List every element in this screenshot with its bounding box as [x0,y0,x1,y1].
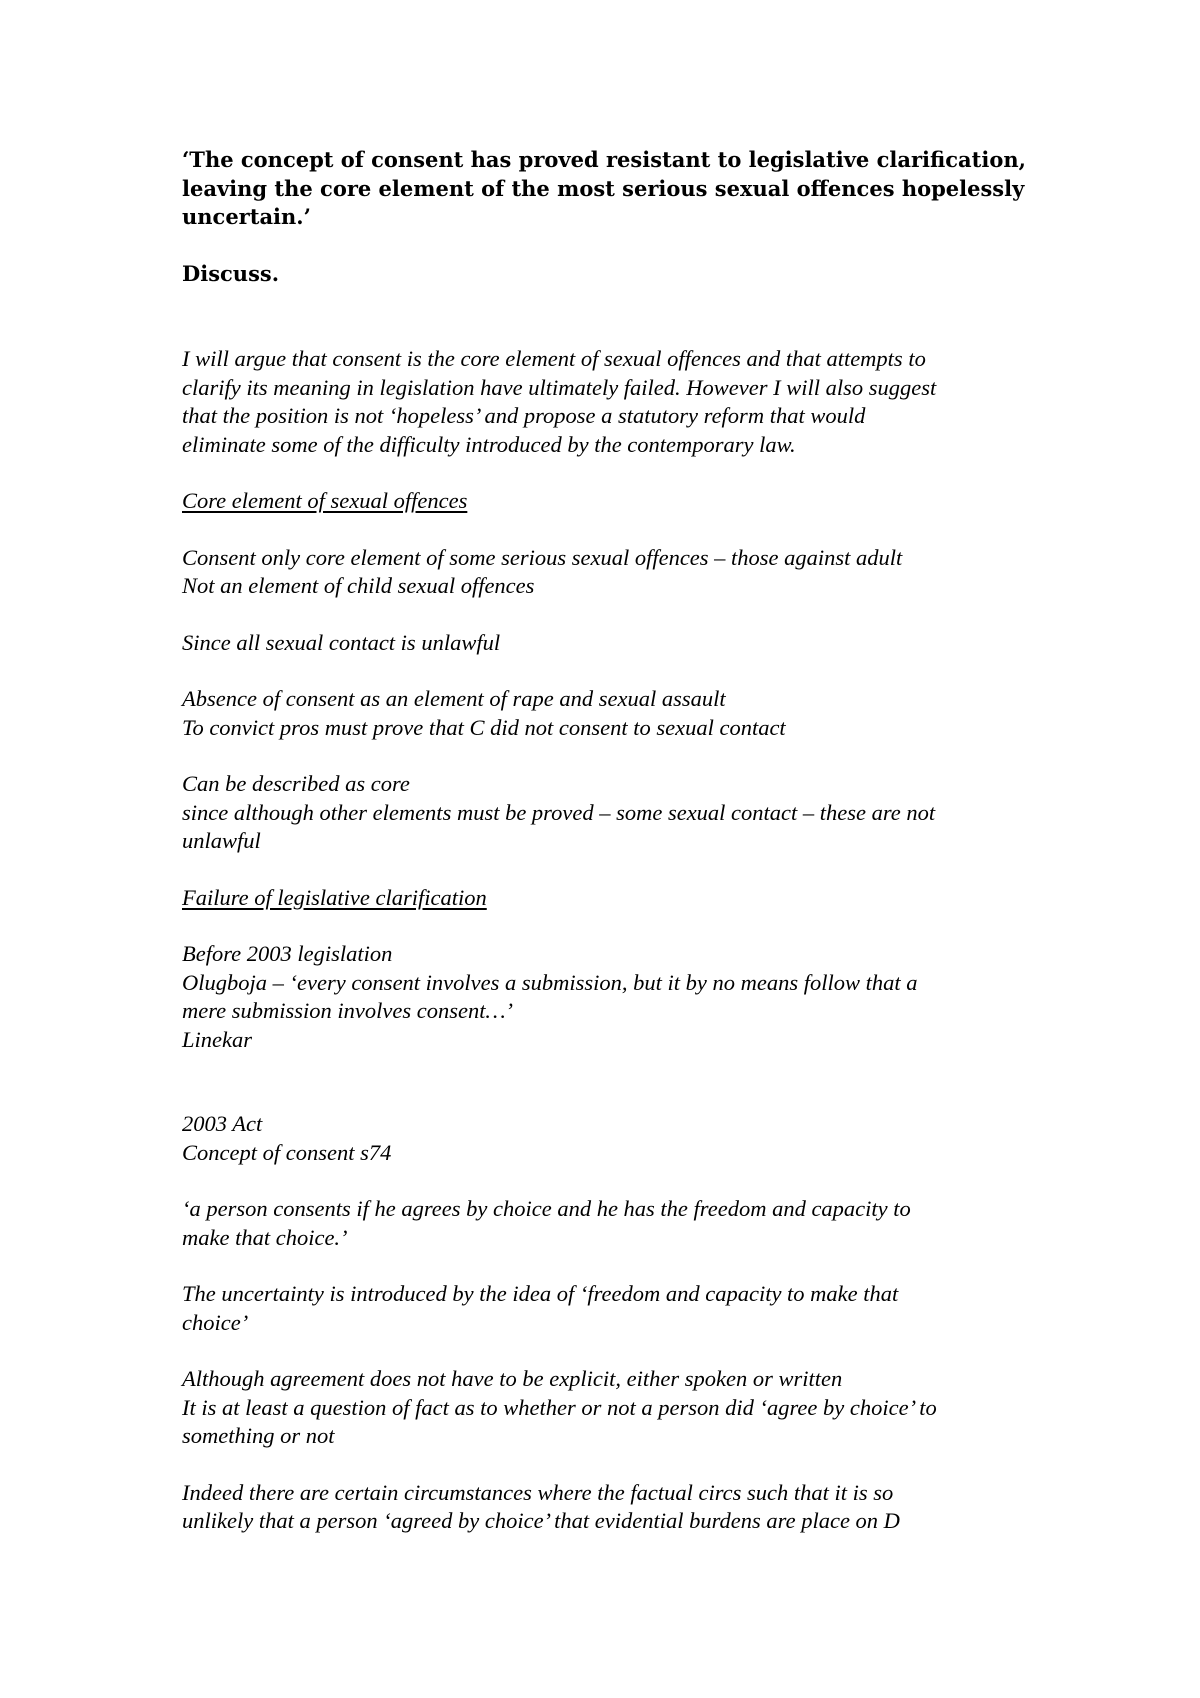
note-paragraph: Since all sexual contact is unlawful [182,629,501,655]
note-paragraph: Can be described as core since although other elements must be proved – some sexual contact – these are not unlawful [182,771,936,853]
note-paragraph: Absence of consent as an element of rape and sexual assault To convict pros must prove that C did not consent to sexual contact [182,686,786,740]
question-line: uncertain.’ [182,204,311,229]
note-paragraph: Although agreement does not have to be explicit, either spoken or written It is at least a question of fact as to whether or not a person did ‘agree by choice’ to something or not [182,1366,937,1448]
note-paragraph: Indeed there are certain circumstances where the factual circs such that it is so unlikely that a person ‘agreed by choice’ that evidential burdens are place on D [182,1479,900,1533]
note-paragraph: Consent only core element of some serious sexual offences – those against adult Not an element of child sexual offences [182,544,903,598]
section-heading-core-element: Core element of sexual offences [182,488,468,513]
document-body [182,146,1082,1536]
question-line: ‘The concept of consent has proved resistant to legislative clarification, [182,147,1026,172]
note-paragraph: The uncertainty is introduced by the idea of ‘freedom and capacity to make that choice’ [182,1281,899,1335]
introduction-paragraph: I will argue that consent is the core element of sexual offences and that attempts to clarify its meaning in legislation have ultimately failed. However I will also suggest that the position is not ‘hopeless’ and propose a statutory reform that would eliminate some of the difficulty introduced by the contemporary law. [182,346,937,457]
note-paragraph: Before 2003 legislation Olugboja – ‘every consent involves a submission, but it by no means follow that a mere submission involves consent…’ Linekar [182,941,918,1052]
question-line: leaving the core element of the most serious sexual offences hopelessly [182,175,1025,201]
note-paragraph: 2003 Act Concept of consent s74 [182,1111,392,1165]
section-heading-legislative-failure: Failure of legislative clarification [182,884,487,910]
essay-instruction: Discuss. [182,260,280,286]
essay-question [182,146,1082,232]
quotation-paragraph: ‘a person consents if he agrees by choice and he has the freedom and capacity to make that choice.’ [182,1196,911,1250]
